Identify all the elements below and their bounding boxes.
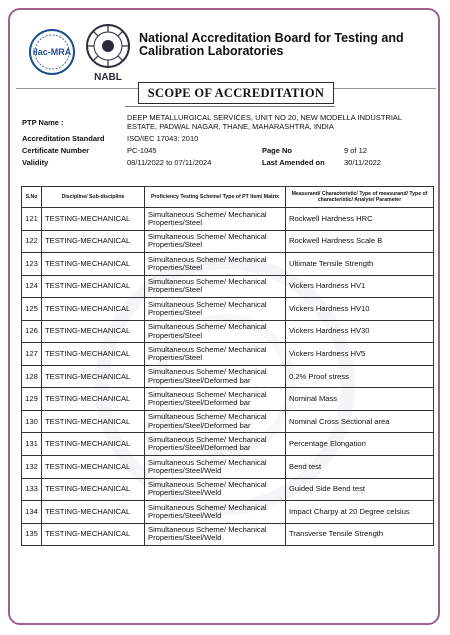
discipline-cell: TESTING-MECHANICAL: [42, 433, 145, 456]
measurand-cell: Rockwell Hardness HRC: [286, 208, 434, 231]
measurand-cell: Vickers Hardness HV5: [286, 343, 434, 366]
discipline-cell: TESTING-MECHANICAL: [42, 388, 145, 411]
page-title: National Accreditation Board for Testing and Calibration Laboratories: [139, 31, 404, 58]
table-row: [22, 478, 434, 501]
discipline-cell: TESTING-MECHANICAL: [42, 523, 145, 546]
sno-cell: 127: [22, 343, 42, 366]
measurand-cell: Nominal Cross Sectional area: [286, 410, 434, 433]
discipline-cell: TESTING-MECHANICAL: [42, 253, 145, 276]
measurand-cell: Transverse Tensile Strength: [286, 523, 434, 546]
measurand-cell: Guided Side Bend test: [286, 478, 434, 501]
measurand-cell: Impact Charpy at 20 Degree celsius: [286, 501, 434, 524]
sno-cell: 123: [22, 253, 42, 276]
discipline-cell: TESTING-MECHANICAL: [42, 478, 145, 501]
table-row: [22, 230, 434, 253]
sno-cell: 135: [22, 523, 42, 546]
table-row: [22, 298, 434, 321]
table-row: [22, 275, 434, 298]
ptp-name-value: DEEP METALLURGICAL SERVICES, UNIT NO 20, NEW MODELLA INDUSTRIAL ESTATE, PADWAL NAGAR, THANE, MAHARASHTRA, INDIA: [127, 113, 402, 131]
measurand-cell: Nominal Mass: [286, 388, 434, 411]
sno-cell: 121: [22, 208, 42, 231]
sno-cell: 134: [22, 501, 42, 524]
sno-cell: 128: [22, 365, 42, 388]
scheme-cell: Simultaneous Scheme/ Mechanical Properties/Steel/Weld: [145, 478, 286, 501]
discipline-cell: TESTING-MECHANICAL: [42, 230, 145, 253]
header-scheme: Proficiency Testing Scheme/ Type of PT Item/ Matrix: [145, 187, 286, 208]
page-no-value: 9 of 12: [344, 146, 367, 155]
table-row: [22, 501, 434, 524]
discipline-cell: TESTING-MECHANICAL: [42, 208, 145, 231]
scheme-cell: Simultaneous Scheme/ Mechanical Properties/Steel: [145, 230, 286, 253]
header-measurand: Measurand/ Characteristic/ Type of measurand/ Type of characteristic/ Analyte/ Parameter: [286, 187, 434, 208]
table-row: [22, 253, 434, 276]
header-discipline: Discipline/ Sub-discipline: [42, 187, 145, 208]
discipline-cell: TESTING-MECHANICAL: [42, 275, 145, 298]
table-row: [22, 523, 434, 546]
table-header-row: [22, 187, 434, 208]
sno-cell: 133: [22, 478, 42, 501]
scheme-cell: Simultaneous Scheme/ Mechanical Properties/Steel: [145, 253, 286, 276]
table-row: [22, 320, 434, 343]
scheme-cell: Simultaneous Scheme/ Mechanical Properties/Steel/Weld: [145, 501, 286, 524]
scheme-cell: Simultaneous Scheme/ Mechanical Properties/Steel/Deformed bar: [145, 388, 286, 411]
scope-heading: SCOPE OF ACCREDITATION: [138, 82, 334, 104]
validity-value: 08/11/2022 to 07/11/2024: [127, 158, 212, 167]
amended-label: Last Amended on: [262, 158, 325, 167]
table-row: [22, 410, 434, 433]
scheme-cell: Simultaneous Scheme/ Mechanical Properties/Steel/Weld: [145, 456, 286, 479]
scheme-cell: Simultaneous Scheme/ Mechanical Properties/Steel: [145, 298, 286, 321]
sno-cell: 129: [22, 388, 42, 411]
table-row: [22, 456, 434, 479]
discipline-cell: TESTING-MECHANICAL: [42, 365, 145, 388]
scheme-cell: Simultaneous Scheme/ Mechanical Properties/Steel/Deformed bar: [145, 433, 286, 456]
scope-table: [21, 186, 434, 546]
measurand-cell: 0.2% Proof stress: [286, 365, 434, 388]
sno-cell: 131: [22, 433, 42, 456]
table-row: [22, 365, 434, 388]
discipline-cell: TESTING-MECHANICAL: [42, 410, 145, 433]
measurand-cell: Percentage Elongation: [286, 433, 434, 456]
validity-label: Validity: [22, 158, 49, 167]
sno-cell: 125: [22, 298, 42, 321]
sno-cell: 124: [22, 275, 42, 298]
standard-label: Accreditation Standard: [22, 134, 105, 143]
scheme-cell: Simultaneous Scheme/ Mechanical Properties/Steel: [145, 343, 286, 366]
scheme-cell: Simultaneous Scheme/ Mechanical Properties/Steel: [145, 208, 286, 231]
nabl-logo-text: NABL: [94, 72, 122, 83]
scheme-cell: Simultaneous Scheme/ Mechanical Properties/Steel/Deformed bar: [145, 365, 286, 388]
discipline-cell: TESTING-MECHANICAL: [42, 298, 145, 321]
scheme-cell: Simultaneous Scheme/ Mechanical Properties/Steel/Deformed bar: [145, 410, 286, 433]
discipline-cell: TESTING-MECHANICAL: [42, 456, 145, 479]
nabl-logo: [84, 22, 132, 84]
scheme-cell: Simultaneous Scheme/ Mechanical Properties/Steel: [145, 275, 286, 298]
divider: [125, 106, 335, 107]
discipline-cell: TESTING-MECHANICAL: [42, 343, 145, 366]
ilac-mra-logo: [28, 28, 76, 76]
table-row: [22, 388, 434, 411]
sno-cell: 132: [22, 456, 42, 479]
page-no-label: Page No: [262, 146, 293, 155]
measurand-cell: Vickers Hardness HV30: [286, 320, 434, 343]
scheme-cell: Simultaneous Scheme/ Mechanical Properties/Steel/Weld: [145, 523, 286, 546]
discipline-cell: TESTING-MECHANICAL: [42, 320, 145, 343]
sno-cell: 130: [22, 410, 42, 433]
measurand-cell: Bend test: [286, 456, 434, 479]
measurand-cell: Vickers Hardness HV1: [286, 275, 434, 298]
standard-value: ISO/IEC 17043: 2010: [127, 134, 199, 143]
certificate-value: PC-1045: [127, 146, 157, 155]
ilac-logo-text: ilac-MRA: [32, 47, 72, 57]
scheme-cell: Simultaneous Scheme/ Mechanical Properties/Steel: [145, 320, 286, 343]
table-row: [22, 343, 434, 366]
measurand-cell: Vickers Hardness HV10: [286, 298, 434, 321]
table-row: [22, 433, 434, 456]
header-sno: S.No: [22, 187, 42, 208]
measurand-cell: Rockwell Hardness Scale B: [286, 230, 434, 253]
sno-cell: 122: [22, 230, 42, 253]
measurand-cell: Ultimate Tensile Strength: [286, 253, 434, 276]
ptp-name-label: PTP Name :: [22, 118, 64, 127]
sno-cell: 126: [22, 320, 42, 343]
table-row: [22, 208, 434, 231]
amended-value: 30/11/2022: [344, 158, 381, 167]
certificate-label: Certificate Number: [22, 146, 90, 155]
discipline-cell: TESTING-MECHANICAL: [42, 501, 145, 524]
